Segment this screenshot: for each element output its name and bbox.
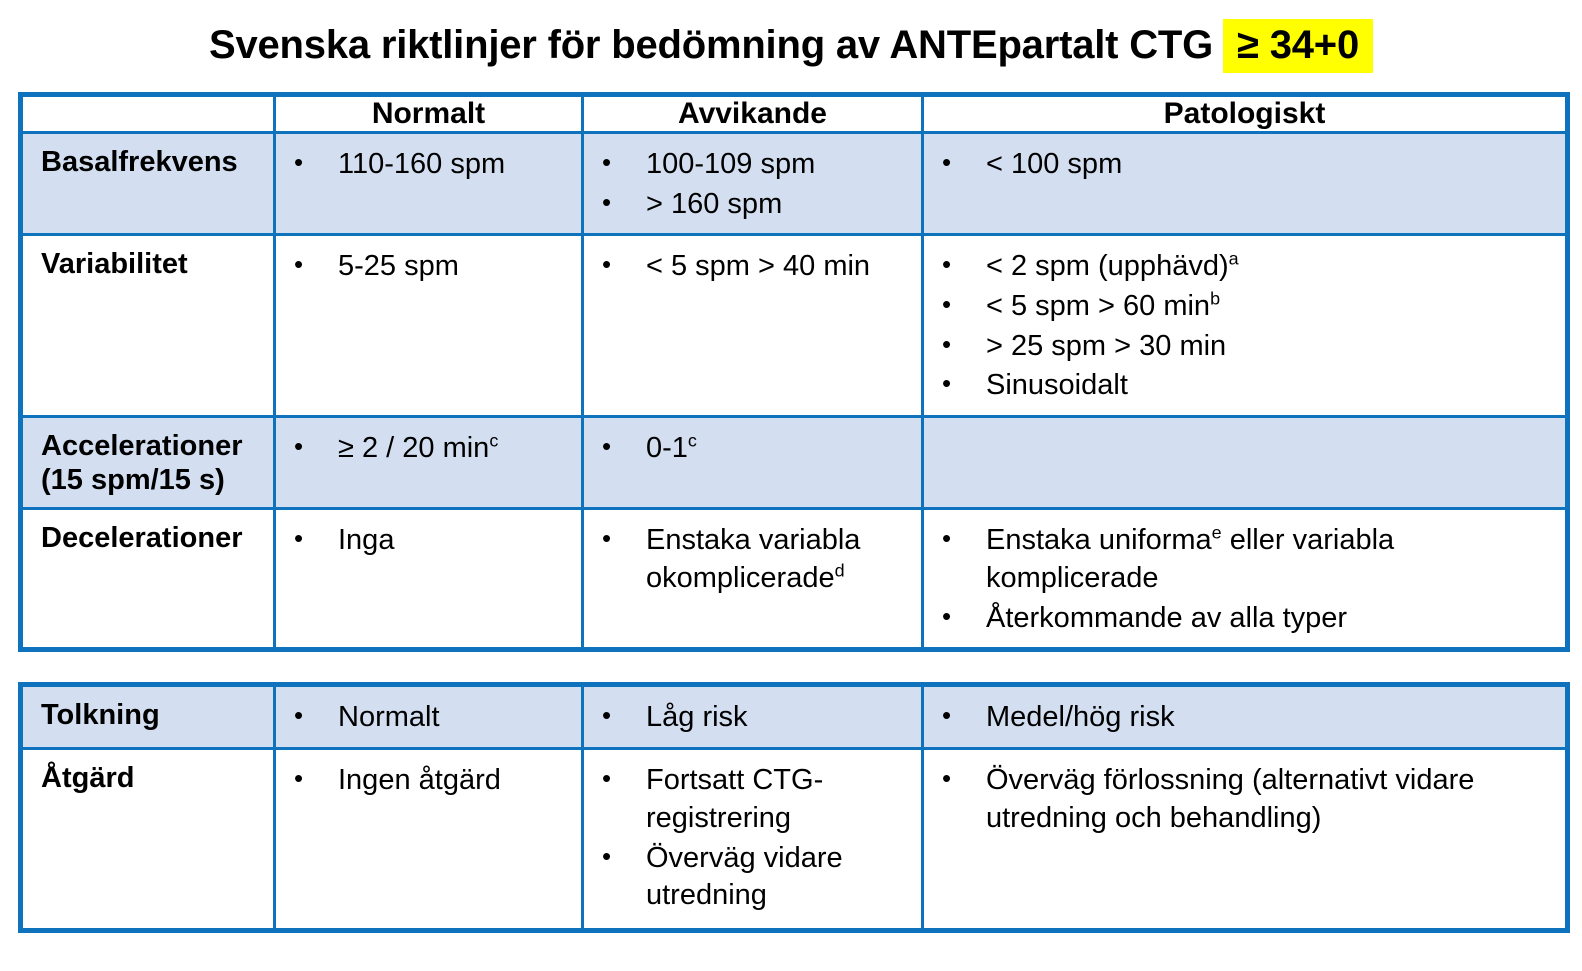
cell-patologiskt: [923, 235, 1568, 417]
normalt-cell: [276, 134, 581, 194]
avvikande-cell: [584, 236, 921, 296]
cell-avvikande: [583, 749, 923, 931]
cell-avvikande: [583, 133, 923, 235]
bullet-list: [934, 699, 1553, 737]
bullet-item: • Återkommande av alla typer: [934, 600, 1553, 638]
avvikande-cell: [584, 134, 921, 233]
row-label-cell: [21, 685, 275, 749]
row-label-cell: [21, 235, 275, 417]
bullet-item: • > 25 spm > 30 min: [934, 328, 1553, 366]
table-row: [21, 749, 1568, 931]
row-label: Basalfrekvens: [41, 146, 238, 178]
ctg-criteria-table: [18, 92, 1570, 652]
main-table-wrap: [18, 92, 1564, 652]
avvikande-cell: [584, 418, 921, 478]
avvikande-cell: [584, 687, 921, 747]
bullet-list: [594, 762, 909, 915]
bullet-list: [286, 248, 569, 286]
patologiskt-cell: [924, 750, 1565, 847]
row-label: Åtgärd: [41, 762, 135, 795]
bullet-item: • Enstaka uniforma$^e$ eller variabla komplicerade: [934, 522, 1553, 597]
patologiskt-cell: [924, 134, 1565, 194]
table-row: [21, 509, 1568, 650]
footnote-marker: d: [834, 560, 845, 581]
cell-patologiskt: [923, 509, 1568, 650]
bullet-item: • Låg risk: [594, 699, 909, 737]
table-row: [21, 685, 1568, 749]
bullet-list: [594, 699, 909, 737]
cell-avvikande: [583, 417, 923, 509]
header-blank: [21, 95, 275, 133]
table-header: [21, 95, 1568, 133]
bullet-list: [934, 522, 1553, 637]
normalt-cell: [276, 236, 581, 296]
row-label: Decelerationer: [41, 522, 243, 555]
patologiskt-cell: [924, 236, 1565, 415]
bullet-list: [286, 699, 569, 737]
table-row: [21, 133, 1568, 235]
bullet-list: [594, 146, 909, 223]
bullet-list: [934, 762, 1553, 837]
row-label-cell: [21, 749, 275, 931]
gestational-age-badge: ≥ 34+0: [1223, 19, 1373, 73]
header-avvikande: Avvikande: [583, 95, 923, 133]
header-row: [21, 95, 1568, 133]
bullet-list: [286, 146, 569, 184]
bullet-item: • < 100 spm: [934, 146, 1553, 184]
patologiskt-cell: [924, 510, 1565, 647]
bullet-item: • ≥ 2 / 20 $\min^c$: [286, 430, 569, 468]
header-normalt: Normalt: [275, 95, 583, 133]
ctg-summary-table: [18, 682, 1570, 933]
cell-normalt: [275, 417, 583, 509]
row-label: Variabilitet: [41, 248, 188, 281]
cell-normalt: [275, 235, 583, 417]
bullet-item: • Fortsatt CTG-registrering: [594, 762, 909, 837]
bullet-list: [286, 762, 569, 800]
table-body: [21, 133, 1568, 650]
bullet-item: • 100-109 spm: [594, 146, 909, 184]
bullet-item: • Enstaka variabla okomplicerade$^d$: [594, 522, 909, 597]
table-row: [21, 235, 1568, 417]
normalt-cell: [276, 750, 581, 810]
footnote-marker: b: [1210, 288, 1221, 309]
bullet-list: [934, 146, 1553, 184]
row-label: Tolkning: [41, 699, 160, 732]
row-label-cell: [21, 133, 275, 235]
cell-avvikande: [583, 685, 923, 749]
bullet-item: • Sinusoidalt: [934, 367, 1553, 405]
row-label-cell: [21, 509, 275, 650]
cell-avvikande: [583, 509, 923, 650]
cell-patologiskt: [923, 685, 1568, 749]
bullet-item: • Inga: [286, 522, 569, 560]
footnote-marker: c: [687, 430, 697, 451]
cell-normalt: [275, 749, 583, 931]
cell-normalt: [275, 685, 583, 749]
bullet-item: • < 5 spm > 60 $\min^b$: [934, 288, 1553, 326]
cell-patologiskt: [923, 417, 1568, 509]
bullet-item: • 0-1$^c$: [594, 430, 909, 468]
bullet-item: • Normalt: [286, 699, 569, 737]
bullet-item: • < 5 spm > 40 min: [594, 248, 909, 286]
bullet-list: [594, 248, 909, 286]
normalt-cell: [276, 687, 581, 747]
bullet-item: • Överväg förlossning (alternativt vidare utredning och behandling): [934, 762, 1553, 837]
bullet-list: [286, 430, 569, 468]
summary-table-wrap: [18, 682, 1564, 933]
avvikande-cell: [584, 510, 921, 607]
bullet-item: • < 2 spm (upphävd)$^a$: [934, 248, 1553, 286]
bullet-item: • 5-25 spm: [286, 248, 569, 286]
normalt-cell: [276, 510, 581, 570]
avvikande-cell: [584, 750, 921, 925]
bullet-item: • > 160 spm: [594, 186, 909, 224]
page-title: [0, 0, 1582, 92]
table-row: [21, 417, 1568, 509]
bullet-list: [934, 248, 1553, 405]
bullet-item: • Överväg vidare utredning: [594, 840, 909, 915]
footnote-marker: e: [1211, 522, 1222, 543]
bullet-item: • Ingen åtgärd: [286, 762, 569, 800]
normalt-cell: [276, 418, 581, 478]
cell-normalt: [275, 509, 583, 650]
cell-patologiskt: [923, 749, 1568, 931]
bullet-list: [594, 522, 909, 597]
table-gap: [0, 652, 1582, 682]
footnote-marker: a: [1228, 248, 1239, 269]
bullet-list: [286, 522, 569, 560]
cell-avvikande: [583, 235, 923, 417]
cell-patologiskt: [923, 133, 1568, 235]
patologiskt-cell-empty: [924, 418, 1565, 440]
page-title-text: Svenska riktlinjer för bedömning av ANTEpartalt CTG: [208, 23, 1214, 67]
patologiskt-cell: [924, 687, 1565, 747]
header-patologiskt: Patologiskt: [923, 95, 1568, 133]
cell-normalt: [275, 133, 583, 235]
row-label-cell: [21, 417, 275, 509]
row-label: Accelerationer (15 spm/15 s): [41, 430, 243, 496]
bullet-list: [594, 430, 909, 468]
bullet-item: • Medel/hög risk: [934, 699, 1553, 737]
bullet-item: • 110-160 spm: [286, 146, 569, 184]
summary-table-body: [21, 685, 1568, 931]
footnote-marker: c: [489, 430, 499, 451]
